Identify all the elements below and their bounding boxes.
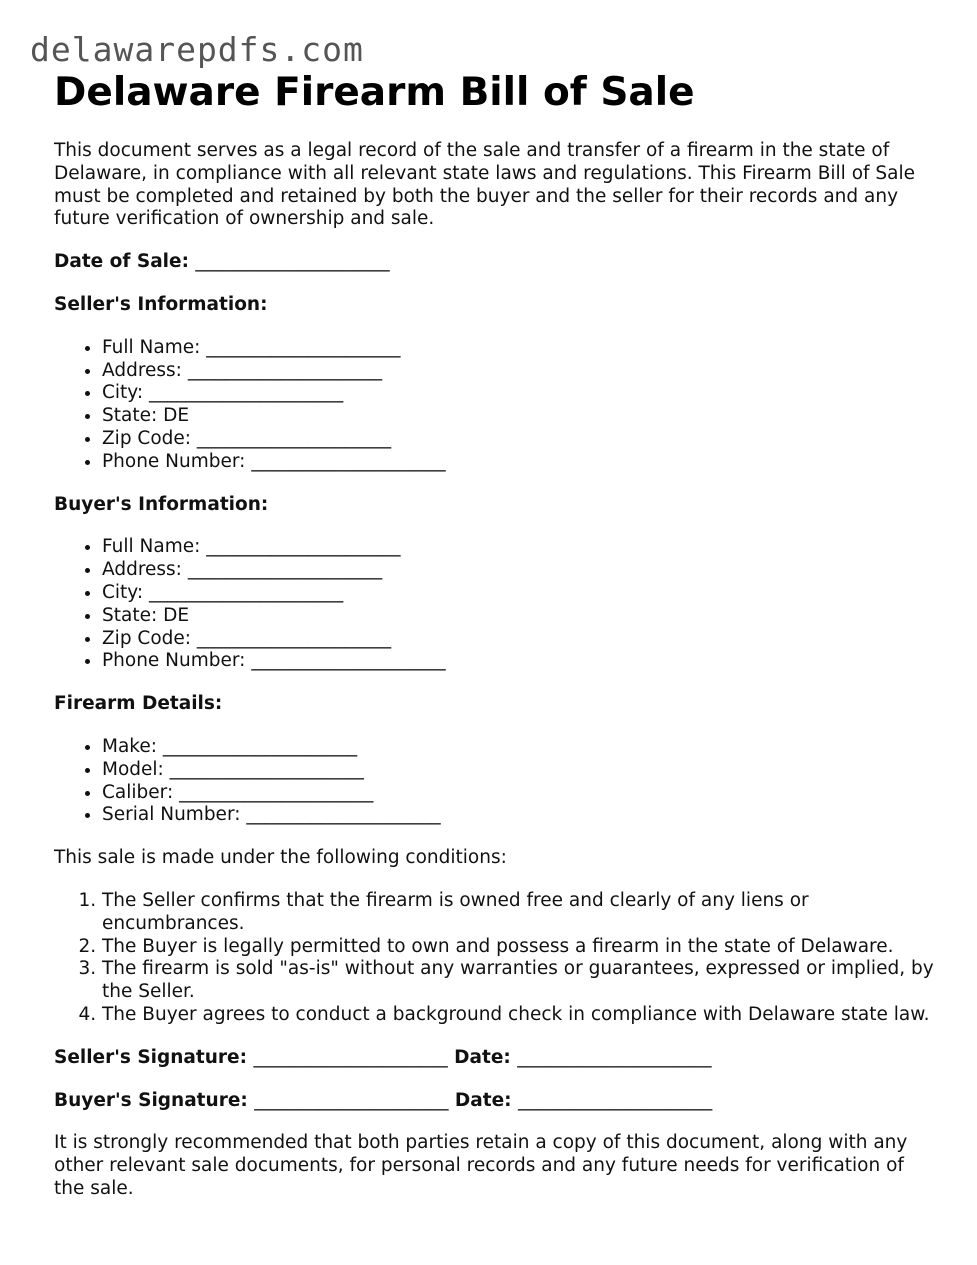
- field-label: Phone Number:: [102, 450, 246, 472]
- seller-full-name-blank[interactable]: _____________________: [206, 336, 401, 358]
- field-label: State:: [102, 604, 158, 626]
- firearm-serial-blank[interactable]: _____________________: [246, 804, 441, 826]
- seller-city-blank[interactable]: _____________________: [149, 382, 344, 404]
- seller-signature-label: Seller's Signature:: [54, 1046, 247, 1068]
- watermark: delawarepdfs.com: [30, 30, 364, 69]
- buyer-state-value: DE: [163, 604, 190, 626]
- buyer-heading: Buyer's Information:: [54, 493, 269, 515]
- conditions-list: [54, 890, 934, 1027]
- condition-item: 3. The firearm is sold "as-is" without any warranties or guarantees, expressed or implied, by the Seller.: [102, 958, 934, 1004]
- seller-list: [54, 337, 934, 474]
- seller-signature-line: [54, 1047, 934, 1070]
- field-label: City:: [102, 581, 144, 603]
- field-label: Address:: [102, 559, 182, 581]
- buyer-date-label: Date:: [454, 1089, 512, 1111]
- seller-address-blank[interactable]: _____________________: [187, 359, 383, 381]
- field-label: Serial Number:: [102, 804, 241, 826]
- buyer-signature-blank[interactable]: _____________________: [254, 1089, 449, 1111]
- seller-date-blank[interactable]: _____________________: [517, 1046, 712, 1068]
- buyer-zip-blank[interactable]: _____________________: [196, 627, 392, 649]
- field-label: Phone Number:: [102, 650, 246, 672]
- list-item: [102, 759, 934, 782]
- list-item: [102, 382, 934, 405]
- condition-item: 2. The Buyer is legally permitted to own and possess a firearm in the state of Delaware.: [102, 936, 934, 959]
- date-of-sale-label: Date of Sale:: [54, 251, 189, 273]
- list-item: [102, 804, 934, 827]
- list-item: [102, 536, 934, 559]
- seller-state-value: DE: [163, 405, 190, 427]
- field-label: Zip Code:: [102, 427, 192, 449]
- field-label: Caliber:: [102, 781, 174, 803]
- buyer-city-blank[interactable]: _____________________: [149, 581, 344, 603]
- list-item: [102, 405, 934, 428]
- seller-phone-blank[interactable]: _____________________: [251, 450, 446, 472]
- date-of-sale-blank[interactable]: _____________________: [195, 251, 390, 273]
- buyer-signature-line: [54, 1090, 934, 1113]
- firearm-make-blank[interactable]: _____________________: [162, 735, 358, 757]
- field-label: Zip Code:: [102, 627, 192, 649]
- firearm-list: [54, 736, 934, 827]
- list-item: [102, 337, 934, 360]
- conditions-intro: This sale is made under the following conditions:: [54, 847, 507, 869]
- list-item: [102, 360, 934, 383]
- list-item: [102, 782, 934, 805]
- page-title: Delaware Firearm Bill of Sale: [54, 70, 695, 115]
- field-label: Model:: [102, 758, 164, 780]
- field-label: State:: [102, 405, 158, 427]
- buyer-phone-blank[interactable]: _____________________: [251, 650, 446, 672]
- list-item: [102, 428, 934, 451]
- document: [54, 68, 934, 1201]
- buyer-full-name-blank[interactable]: _____________________: [206, 536, 401, 558]
- seller-zip-blank[interactable]: _____________________: [196, 427, 392, 449]
- buyer-address-blank[interactable]: _____________________: [187, 559, 383, 581]
- list-item: [102, 628, 934, 651]
- firearm-caliber-blank[interactable]: _____________________: [179, 781, 374, 803]
- list-item: [102, 582, 934, 605]
- condition-item: 1. The Seller confirms that the firearm is owned free and clearly of any liens or encumbrances.: [102, 890, 934, 936]
- closing-paragraph: It is strongly recommended that both parties retain a copy of this document, along with any other relevant sale documents, for personal records and any future needs for verification of the sale.: [54, 1132, 908, 1199]
- buyer-date-blank[interactable]: _____________________: [518, 1089, 713, 1111]
- list-item: [102, 559, 934, 582]
- list-item: [102, 650, 934, 673]
- field-label: Full Name:: [102, 336, 201, 358]
- list-item: [102, 736, 934, 759]
- seller-signature-blank[interactable]: _____________________: [253, 1046, 448, 1068]
- buyer-list: [54, 536, 934, 673]
- seller-date-label: Date:: [454, 1046, 511, 1068]
- date-of-sale-field: [54, 251, 934, 274]
- seller-heading: Seller's Information:: [54, 293, 268, 315]
- field-label: Make:: [102, 735, 157, 757]
- list-item: [102, 451, 934, 474]
- field-label: Address:: [102, 359, 182, 381]
- intro-paragraph: This document serves as a legal record of the sale and transfer of a firearm in the state of Delaware, in compliance with all relevant state laws and regulations. This Firearm Bill of Sale must be completed and retained by both the buyer and the seller for their records and any future verification of ownership and sale.: [54, 140, 916, 230]
- list-item: [102, 605, 934, 628]
- buyer-signature-label: Buyer's Signature:: [54, 1089, 248, 1111]
- field-label: Full Name:: [102, 536, 201, 558]
- firearm-heading: Firearm Details:: [54, 693, 223, 715]
- field-label: City:: [102, 382, 144, 404]
- condition-item: 4. The Buyer agrees to conduct a background check in compliance with Delaware state law.: [102, 1004, 934, 1027]
- firearm-model-blank[interactable]: _____________________: [169, 758, 364, 780]
